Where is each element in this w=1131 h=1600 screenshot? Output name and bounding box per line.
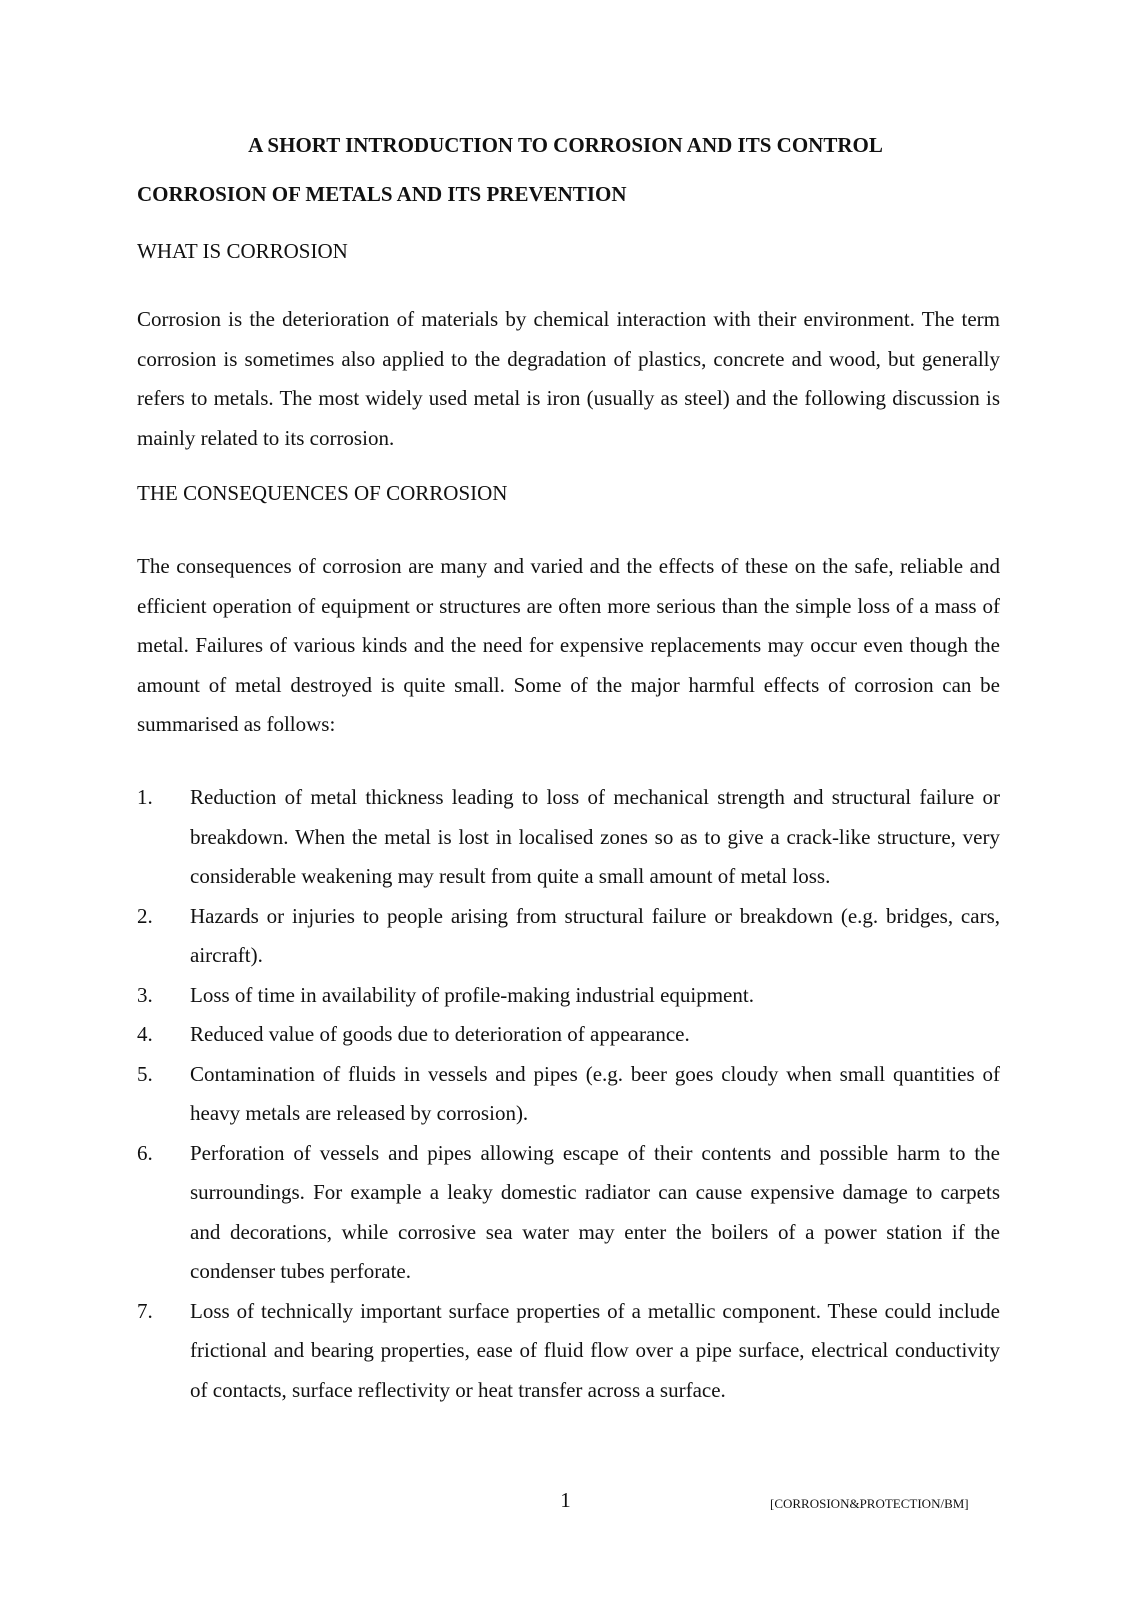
list-item <box>137 1292 1000 1411</box>
list-item-text: Loss of time in availability of profile-making industrial equipment. <box>190 982 754 1007</box>
list-item-text: Perforation of vessels and pipes allowing escape of their contents and possible harm to the surroundings. For example a leaky domestic radiator can cause expensive damage to carpets and decorations, while corrosive sea water may enter the boilers of a power station if the condenser tubes perforate. <box>190 1140 1000 1283</box>
list-item-number: 1. <box>137 785 153 809</box>
section-heading-consequences: THE CONSEQUENCES OF CORROSION <box>137 481 508 505</box>
list-item <box>137 1055 1000 1134</box>
list-item-text: Reduction of metal thickness leading to loss of mechanical strength and structural failure or breakdown. When the metal is lost in localised zones so as to give a crack-like structure, very considerable weakening may result from quite a small amount of metal loss. <box>190 785 1000 888</box>
list-item-number: 7. <box>137 1298 153 1323</box>
list-item <box>137 1134 1000 1292</box>
list-item-number: 2. <box>137 903 153 928</box>
list-item-text: Loss of technically important surface properties of a metallic component. These could include frictional and bearing properties, ease of fluid flow over a pipe surface, electrical conductivity of contacts, surface reflectivity or heat transfer across a surface. <box>190 1298 1000 1402</box>
list-item-text: Contamination of fluids in vessels and pipes (e.g. beer goes cloudy when small quantities of heavy metals are released by corrosion). <box>190 1061 1000 1125</box>
section-paragraph-what-is-corrosion: Corrosion is the deterioration of materials by chemical interaction with their environment. The term corrosion is sometimes also applied to the degradation of plastics, concrete and wood, but generally refers to metals. The most widely used metal is iron (usually as steel) and the following discussion is mainly related to its corrosion. <box>137 307 1000 450</box>
list-item-text: Reduced value of goods due to deterioration of appearance. <box>190 1022 690 1046</box>
list-item-number: 4. <box>137 1022 153 1046</box>
list-item-number: 5. <box>137 1061 153 1086</box>
document-title: A SHORT INTRODUCTION TO CORROSION AND ITS CONTROL <box>248 133 883 157</box>
page-number: 1 <box>560 1488 571 1512</box>
list-item-number: 6. <box>137 1140 153 1165</box>
effects-list <box>137 778 1000 1410</box>
document-subtitle: CORROSION OF METALS AND ITS PREVENTION <box>137 182 627 206</box>
section-paragraph-consequences: The consequences of corrosion are many and varied and the effects of these on the safe, reliable and efficient operation of equipment or structures are often more serious than the simple loss of a mass of metal. Failures of various kinds and the need for expensive replacements may occur even though the amount of metal destroyed is quite small. Some of the major harmful effects of corrosion can be summarised as follows: <box>137 554 1000 736</box>
footer-reference: [CORROSION&PROTECTION/BM] <box>770 1496 969 1511</box>
list-item <box>137 976 1000 1016</box>
list-item <box>137 778 1000 897</box>
section-heading-what-is-corrosion: WHAT IS CORROSION <box>137 239 348 263</box>
list-item <box>137 897 1000 976</box>
list-item <box>137 1015 1000 1055</box>
list-item-text: Hazards or injuries to people arising from structural failure or breakdown (e.g. bridges, cars, aircraft). <box>190 903 1000 967</box>
list-item-number: 3. <box>137 982 153 1007</box>
